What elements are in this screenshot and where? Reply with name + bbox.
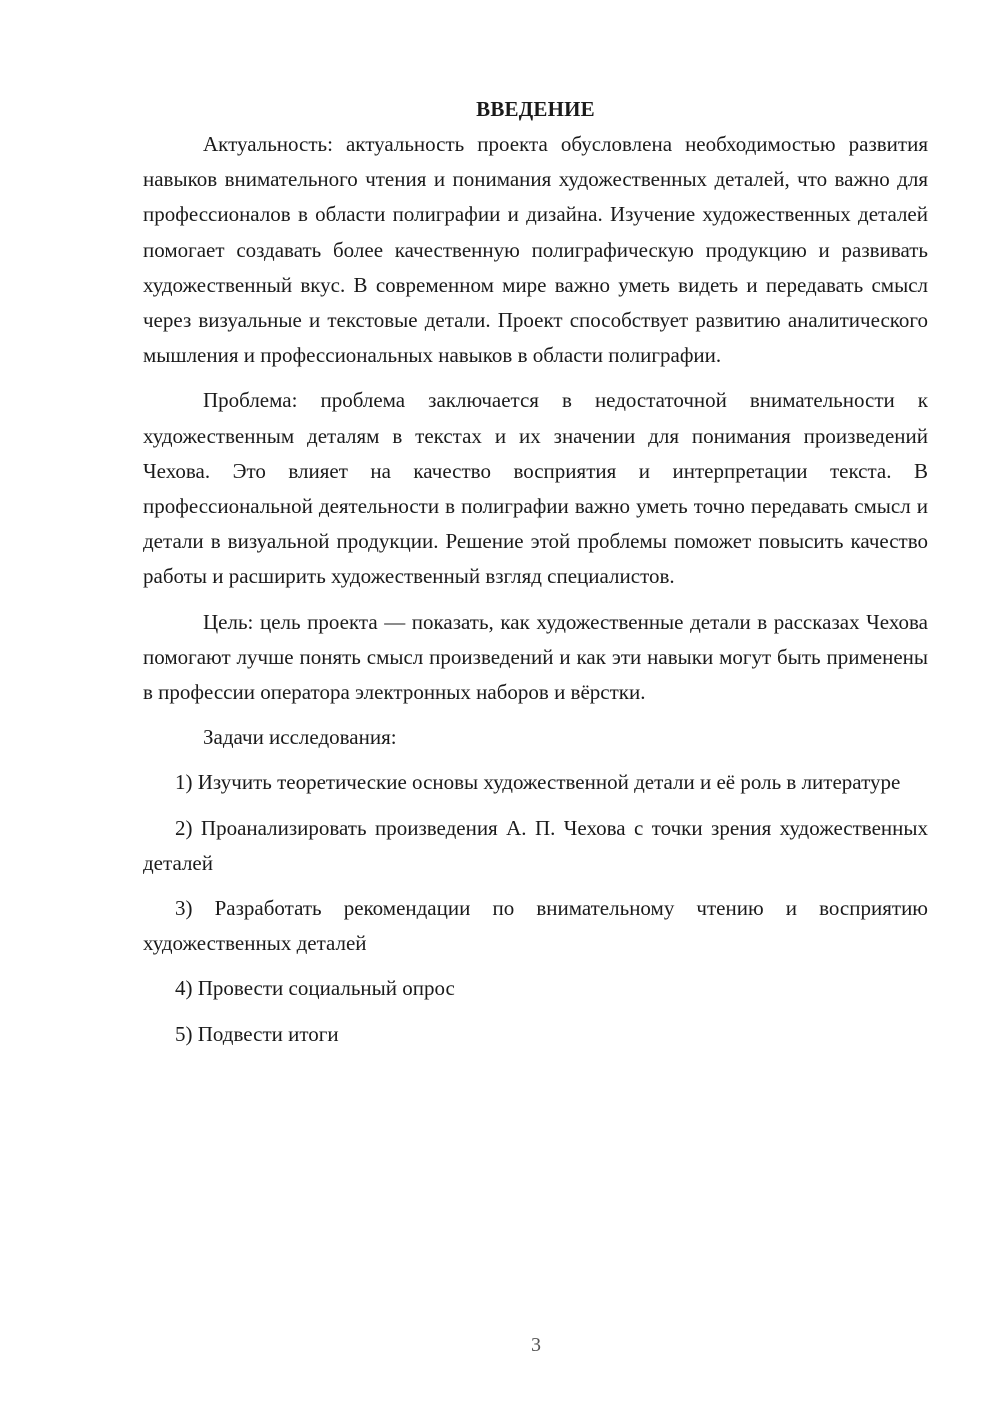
task-item-4: 4) Провести социальный опрос — [175, 976, 455, 1001]
tasks-heading: Задачи исследования: — [203, 725, 397, 750]
task-item-1: 1) Изучить теоретические основы художественной детали и её роль в литературе — [175, 770, 901, 795]
task-item-2: 2) Проанализировать произведения А. П. Чехова с точки зрения художественных деталей — [143, 815, 928, 875]
section-title: ВВЕДЕНИЕ — [476, 97, 595, 121]
page-number: 3 — [531, 1334, 541, 1356]
task-item-5: 5) Подвести итоги — [175, 1021, 339, 1046]
paragraph-goal: Цель: цель проекта — показать, как художественные детали в рассказах Чехова помогают лучше понять смысл произведений и как эти навыки могут быть применены в профессии оператора электронных наборов и вёрстки. — [143, 609, 928, 705]
paragraph-problem: Проблема: проблема заключается в недостаточной внимательности к художественным деталям в текстах и их значении для понимания произведений Чехова. Это влияет на качество восприятия и интерпретации текста. В профессиональной деятельности в полиграфии важно уметь точно передавать смысл и детали в визуальной продукции. Решение этой проблемы поможет повысить качество работы и расширить художественный взгляд специалистов. — [143, 388, 928, 589]
task-item-3: 3) Разработать рекомендации по внимательному чтению и восприятию художественных деталей — [143, 896, 928, 956]
document-page — [143, 92, 928, 1062]
paragraph-relevance: Актуальность: актуальность проекта обусловлена необходимостью развития навыков внимательного чтения и понимания художественных деталей, что важно для профессионалов в области полиграфии и дизайна. Изучение художественных деталей помогает создавать более качественную полиграфическую продукцию и развивать художественный вкус. В современном мире важно уметь видеть и передавать смысл через визуальные и текстовые детали. Проект способствует развитию аналитического мышления и профессиональных навыков в области полиграфии. — [143, 132, 928, 368]
